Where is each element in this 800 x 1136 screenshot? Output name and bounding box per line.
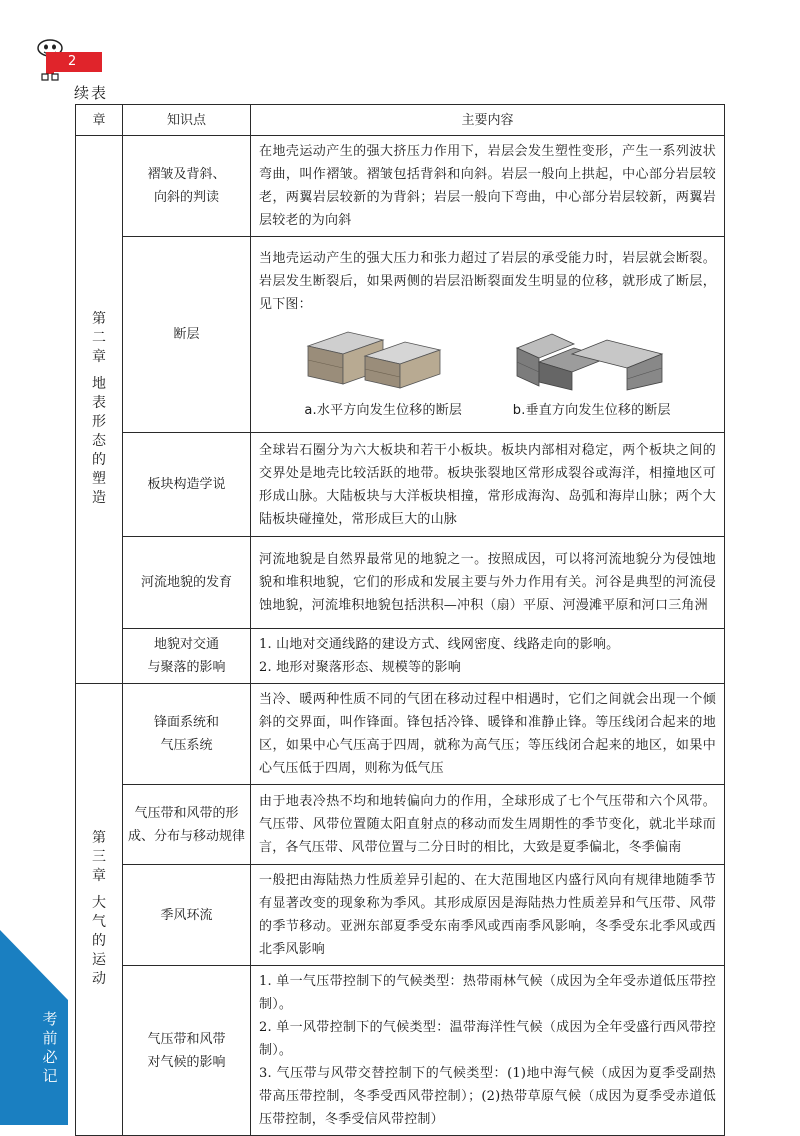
header-main-content: 主要内容 xyxy=(251,105,725,136)
row-content: 在地壳运动产生的强大挤压力作用下，岩层会发生塑性变形，产生一系列波状弯曲，叫作褶皱。褶皱包括背斜和向斜。岩层一般向上拱起，中心部分岩层较老，两翼岩层较新的为背斜；岩层一般向下弯曲，中心部分岩层较新，两翼岩层较老的为向斜 xyxy=(251,136,725,237)
table-row xyxy=(76,966,725,1136)
header-chapter: 章 xyxy=(76,105,123,136)
chapter-title: 第 二 章 地 表 形 态 的 塑 造 xyxy=(92,310,106,506)
table-row xyxy=(76,136,725,237)
continued-label: 续表 xyxy=(74,84,109,102)
table-row xyxy=(76,865,725,966)
chapter-title: 第 三 章 大 气 的 运 动 xyxy=(92,829,106,987)
fault-description: 当地壳运动产生的强大压力和张力超过了岩层的承受能力时，岩层就会断裂。岩层发生断裂后，如果两侧的岩层沿断裂面发生明显的位移，就形成了断层，见下图： xyxy=(259,251,716,312)
knowledge-point: 地貌对交通 与聚落的影响 xyxy=(123,629,251,684)
row-content: 一般把由海陆热力性质差异引起的、在大范围地区内盛行风向有规律地随季节有显著改变的现象称为季风。其形成原因是海陆热力性质差异和气压带、风带的季节移动。亚洲东部夏季受东南季风或西南季风影响，冬季受东北季风或西北季风影响 xyxy=(251,865,725,966)
figure-b-caption: b.垂直方向发生位移的断层 xyxy=(512,403,671,418)
row-content xyxy=(251,237,725,433)
knowledge-table xyxy=(75,104,725,1136)
figure-horizontal-fault xyxy=(298,324,468,422)
horizontal-fault-illustration xyxy=(303,324,463,392)
side-tab-label: 考前必记 xyxy=(42,1010,58,1085)
knowledge-point: 断层 xyxy=(123,237,251,433)
knowledge-point: 褶皱及背斜、 向斜的判读 xyxy=(123,136,251,237)
table-row xyxy=(76,433,725,537)
vertical-fault-illustration xyxy=(512,324,672,392)
page-number: 2 xyxy=(46,52,102,72)
knowledge-point: 气压带和风带的形 成、分布与移动规律 xyxy=(123,785,251,865)
table-row xyxy=(76,785,725,865)
row-content: 河流地貌是自然界最常见的地貌之一。按照成因，可以将河流地貌分为侵蚀地貌和堆积地貌，它们的形成和发展主要与外力作用有关。河谷是典型的河流侵蚀地貌，河流堆积地貌包括洪积—冲积（扇）平原、河漫滩平原和河口三角洲 xyxy=(251,537,725,629)
knowledge-point: 季风环流 xyxy=(123,865,251,966)
table-row xyxy=(76,684,725,785)
row-content: 当冷、暖两种性质不同的气团在移动过程中相遇时，它们之间就会出现一个倾斜的交界面，叫作锋面。锋包括冷锋、暖锋和准静止锋。等压线闭合起来的地区，如果中心气压高于四周，就称为高气压；等压线闭合起来的地区，如果中心气压低于四周，则称为低气压 xyxy=(251,684,725,785)
row-content: 1. 山地对交通线路的建设方式、线网密度、线路走向的影响。 2. 地形对聚落形态、规模等的影响 xyxy=(251,629,725,684)
row-content: 由于地表冷热不均和地转偏向力的作用，全球形成了七个气压带和六个风带。气压带、风带位置随太阳直射点的移动而发生周期性的季节变化，就北半球而言，各气压带、风带位置与二分日时的相比，大致是夏季偏北，冬季偏南 xyxy=(251,785,725,865)
figure-a-caption: a.水平方向发生位移的断层 xyxy=(304,403,463,418)
row-content: 全球岩石圈分为六大板块和若干小板块。板块内部相对稳定，两个板块之间的交界处是地壳比较活跃的地带。板块张裂地区常形成裂谷或海洋，相撞地区可形成山脉。大陆板块与大洋板块相撞，常形成海沟、岛弧和海岸山脉；两个大陆板块碰撞处，常形成巨大的山脉 xyxy=(251,433,725,537)
row-content: 1. 单一气压带控制下的气候类型：热带雨林气候（成因为全年受赤道低压带控制）。 2. 单一风带控制下的气候类型：温带海洋性气候（成因为全年受盛行西风带控制）。 3. 气压带与风带交替控制下的气候类型：(1)地中海气候（成因为夏季受副热带高压带控制，冬季受西风带控制）；(2)热带草原气候（成因为夏季受赤道低压带控制，冬季受信风带控制） xyxy=(251,966,725,1136)
knowledge-point: 河流地貌的发育 xyxy=(123,537,251,629)
table-row xyxy=(76,629,725,684)
knowledge-point: 气压带和风带 对气候的影响 xyxy=(123,966,251,1136)
table-row xyxy=(76,537,725,629)
header-knowledge-point: 知识点 xyxy=(123,105,251,136)
knowledge-point: 板块构造学说 xyxy=(123,433,251,537)
knowledge-point: 锋面系统和 气压系统 xyxy=(123,684,251,785)
table-row xyxy=(76,237,725,433)
table-header-row xyxy=(76,105,725,136)
figure-vertical-fault xyxy=(507,324,677,422)
chapter-cell xyxy=(76,684,123,1136)
chapter-cell xyxy=(76,136,123,684)
